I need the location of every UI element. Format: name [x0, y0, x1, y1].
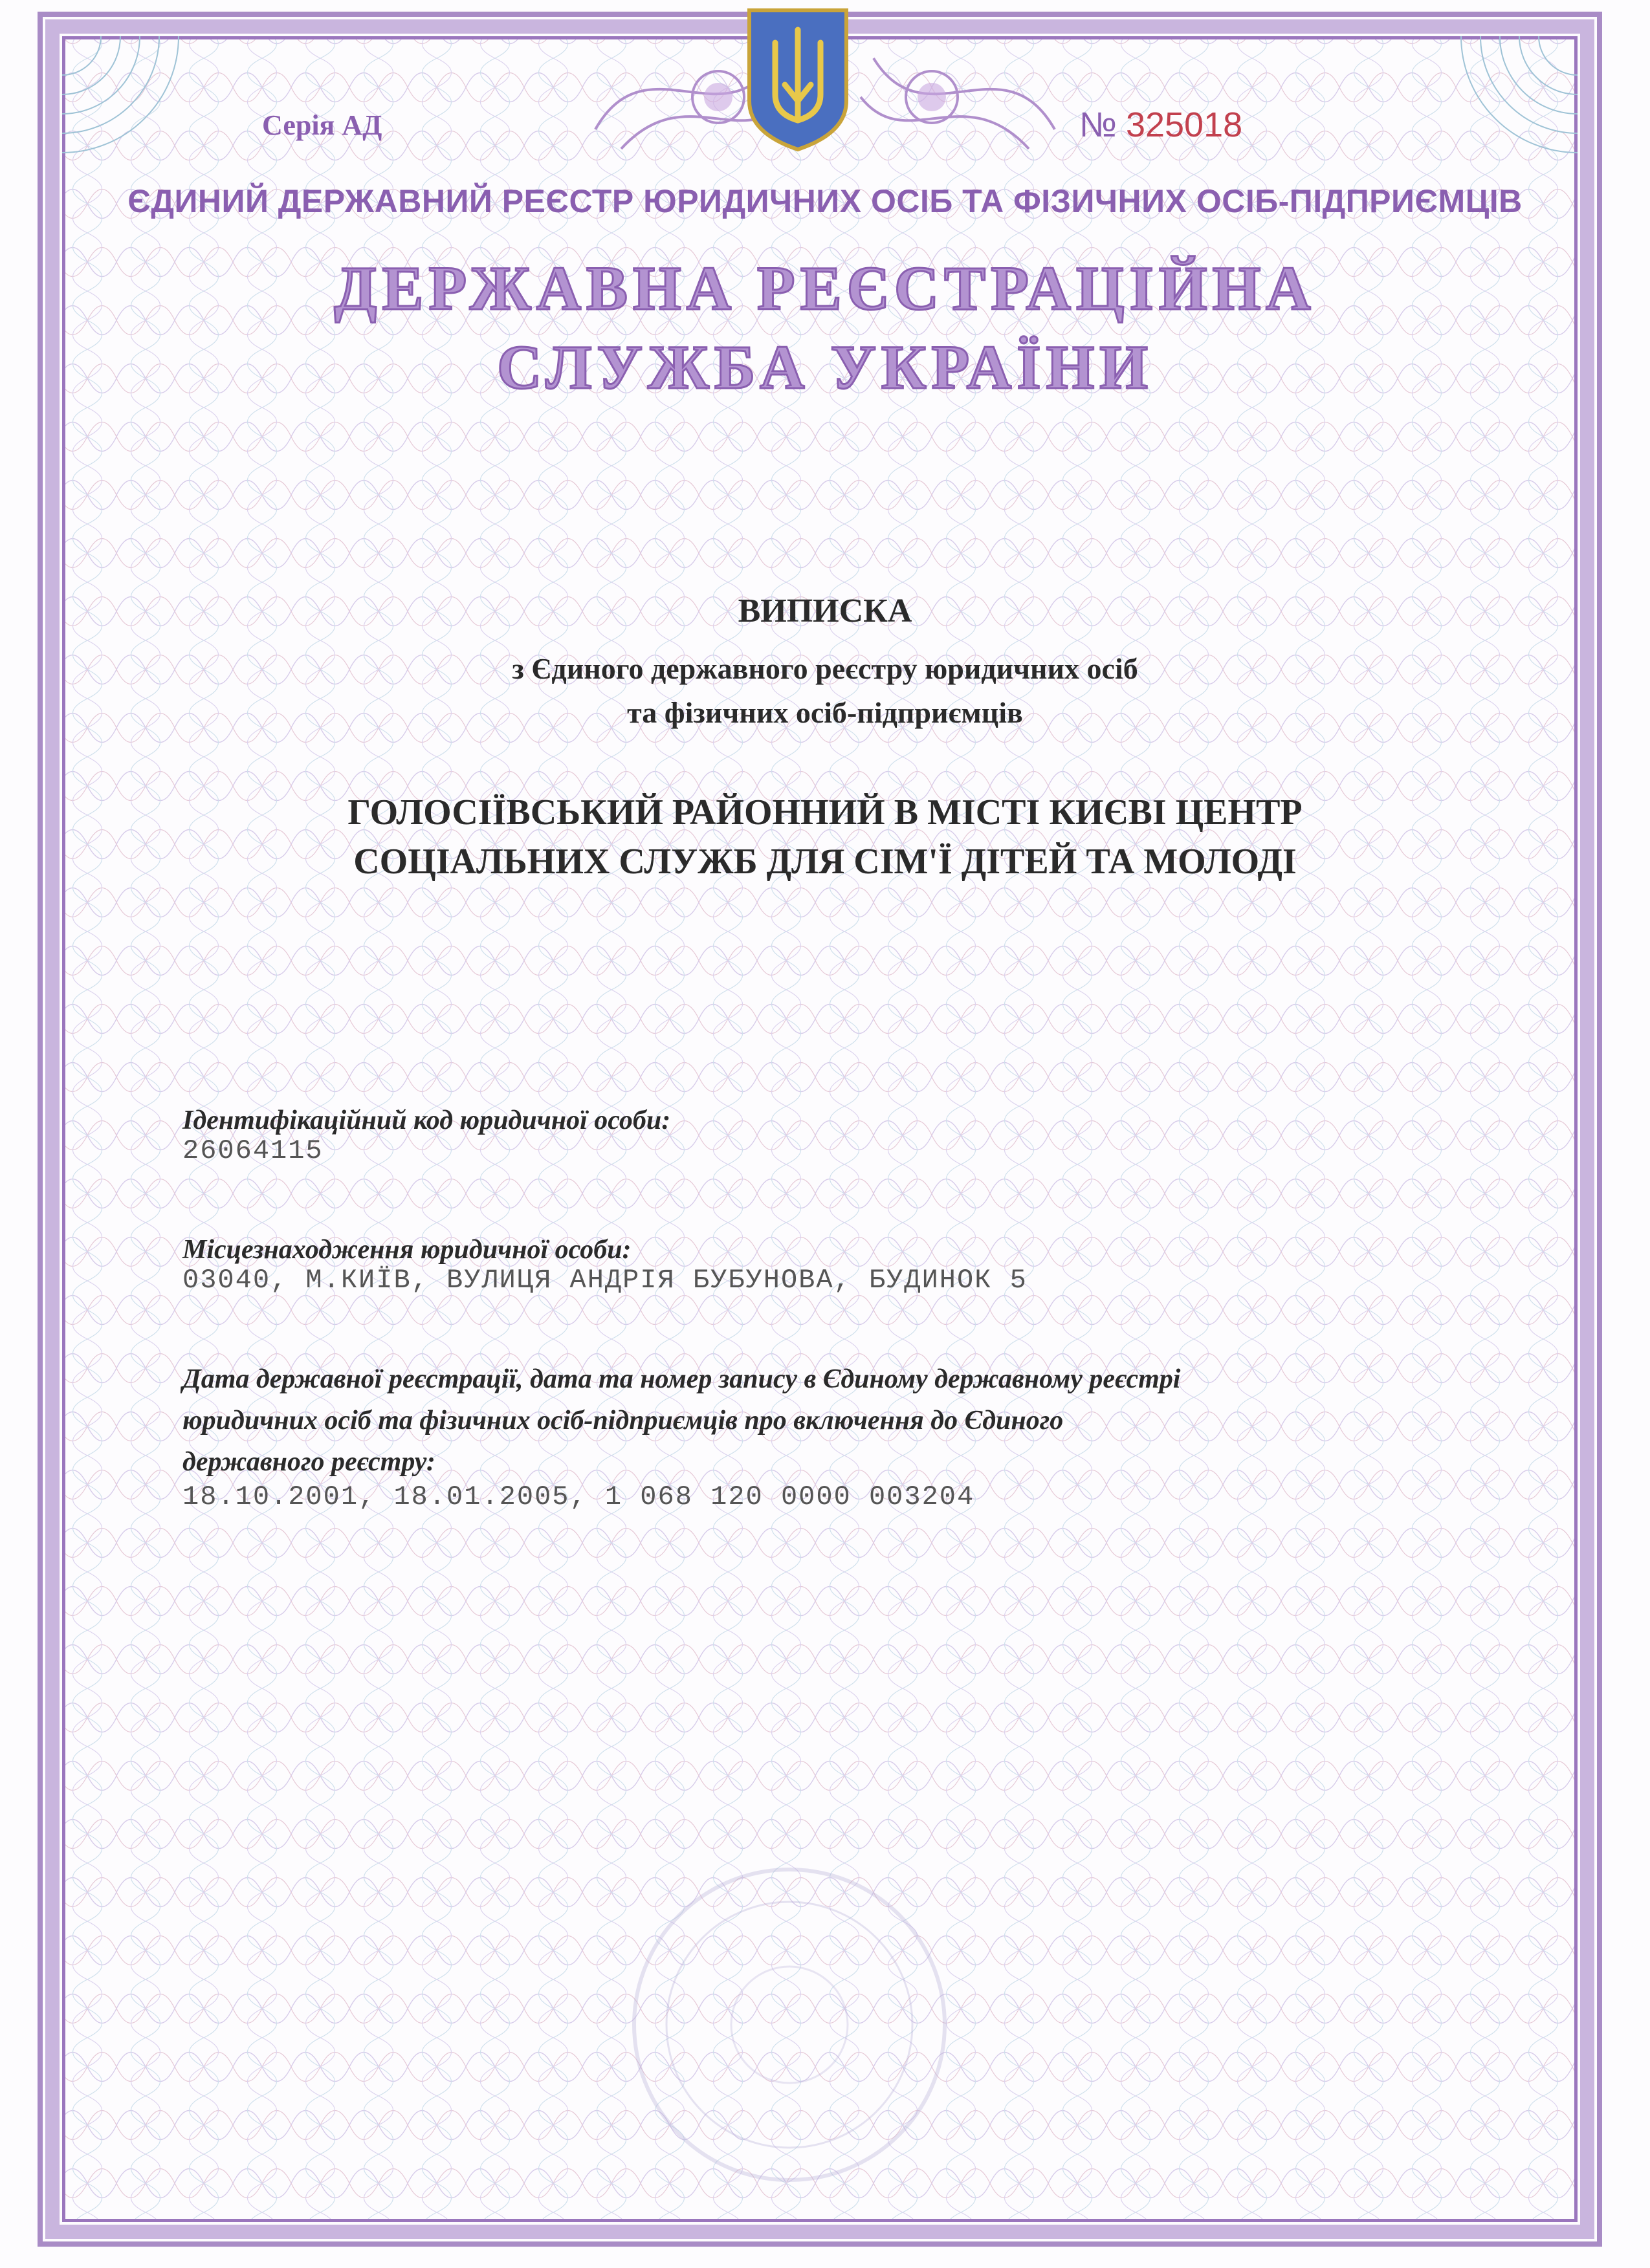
registration-label-line-1: Дата державної реєстрації, дата та номер запису в Єдиному державному реєстрі — [182, 1364, 1181, 1394]
extract-subtitle — [194, 647, 1456, 735]
registration-label — [182, 1358, 1464, 1483]
corner-ornament-icon — [62, 36, 224, 198]
number-value: 325018 — [1125, 105, 1243, 144]
faint-stamp-watermark — [621, 1857, 958, 2193]
service-title — [194, 249, 1456, 407]
organization-name-line-2: СОЦІАЛЬНИХ СЛУЖБ ДЛЯ СІМ'Ї ДІТЕЙ ТА МОЛОДІ — [353, 842, 1297, 882]
coat-of-arms-trident-icon — [743, 4, 853, 153]
registration-label-line-3: державного реєстру: — [182, 1447, 435, 1477]
service-title-line-1: ДЕРЖАВНА РЕЄСТРАЦІЙНА — [334, 254, 1316, 323]
id-code-label: Ідентифікаційний код юридичної особи: — [182, 1106, 671, 1135]
organization-name-line-1: ГОЛОСІЇВСЬКИЙ РАЙОННИЙ В МІСТІ КИЄВІ ЦЕНТР — [347, 792, 1303, 833]
series-label: Серія АД — [262, 109, 382, 141]
document-number — [1079, 105, 1242, 145]
registry-title: ЄДИНИЙ ДЕРЖАВНИЙ РЕЄСТР ЮРИДИЧНИХ ОСІБ ТА ФІЗИЧНИХ ОСІБ-ПІДПРИЄМЦІВ — [127, 183, 1523, 219]
number-sign: № — [1079, 105, 1117, 144]
organization-name — [129, 788, 1521, 886]
id-code-value: 26064115 — [182, 1135, 324, 1166]
extract-subtitle-line-1: з Єдиного державного реєстру юридичних осіб — [512, 652, 1138, 685]
registration-value: 18.10.2001, 18.01.2005, 1 068 120 0000 003204 — [182, 1481, 975, 1512]
extract-heading: ВИПИСКА — [738, 593, 912, 629]
corner-ornament-icon — [1416, 36, 1578, 198]
service-title-line-2: СЛУЖБА УКРАЇНИ — [497, 333, 1153, 402]
location-value: 03040, М.КИЇВ, ВУЛИЦЯ АНДРІЯ БУБУНОВА, БУДИНОК 5 — [182, 1265, 1028, 1296]
location-label: Місцезнаходження юридичної особи: — [182, 1235, 632, 1265]
registration-label-line-2: юридичних осіб та фізичних осіб-підприємців про включення до Єдиного — [182, 1406, 1064, 1435]
extract-subtitle-line-2: та фізичних осіб-підприємців — [627, 696, 1023, 729]
